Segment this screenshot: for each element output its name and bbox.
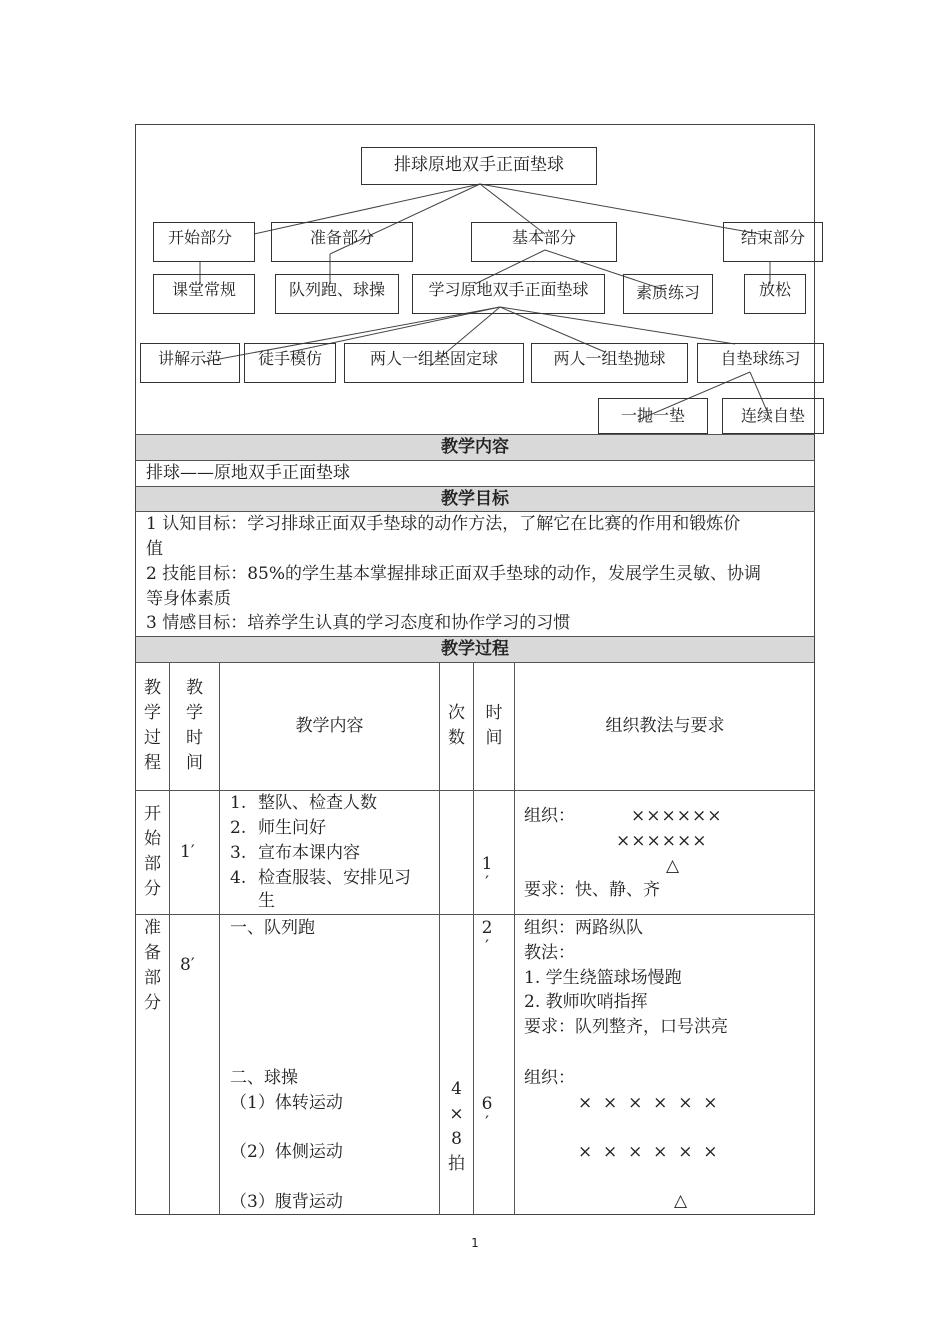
diagram-node-fitness: 素质练习	[623, 274, 713, 314]
content-heading: 教学内容	[136, 435, 814, 460]
start-time: 1 ′	[481, 854, 493, 893]
start-formation-row1: ××××××	[631, 806, 723, 826]
goal-skill-line2: 等身体素质	[146, 589, 231, 609]
diagram-node-relax: 放松	[744, 274, 806, 314]
prep-run-method: 教法：	[524, 943, 575, 963]
header-content: 教学内容	[295, 716, 364, 736]
diagram-node-toss-ball: 两人一组垫抛球	[531, 343, 688, 383]
prep-exercise-org: 组织：	[524, 1068, 575, 1088]
prep-duration: 8′	[180, 955, 195, 975]
header-duration: 教 学 时 间	[186, 678, 203, 773]
diagram-root-box: 排球原地双手正面垫球	[361, 147, 597, 185]
prep-run-time: 2 ′	[481, 918, 493, 957]
prep-run-title: 一、队列跑	[230, 918, 315, 938]
diagram-node-toss-pass: 一抛一垫	[598, 398, 708, 434]
start-requirement: 要求：快、静、齐	[524, 880, 660, 900]
diagram-node-prep: 准备部分	[271, 222, 413, 262]
goals-heading: 教学目标	[136, 487, 814, 511]
diagram-node-start: 开始部分	[153, 222, 255, 262]
goal-cognitive-line1: 1 认知目标：学习排球正面双手垫球的动作方法，了解它在比赛的作用和锻炼价	[146, 514, 741, 534]
goal-affective: 3 情感目标：培养学生认真的学习态度和协作学习的习惯	[146, 613, 571, 633]
header-time: 时 间	[485, 703, 503, 748]
page-number: 1	[471, 1236, 479, 1250]
header-phase: 教 学 过 程	[144, 678, 161, 773]
diagram-node-continuous: 连续自垫	[722, 398, 824, 434]
prep-exercise-2: （2）体侧运动	[230, 1142, 343, 1162]
header-count: 次 数	[448, 703, 465, 748]
diagram-node-basic: 基本部分	[471, 222, 617, 262]
header-organization: 组织教法与要求	[605, 716, 725, 736]
prep-exercise-row2: × × × × × ×	[578, 1142, 718, 1162]
prep-run-requirement: 要求：队列整齐，口号洪亮	[524, 1017, 728, 1037]
prep-phase: 准 备 部 分	[144, 918, 161, 1013]
start-teacher: △	[666, 856, 680, 876]
start-formation-row2: ××××××	[616, 831, 708, 851]
diagram-node-end: 结束部分	[723, 222, 823, 262]
start-duration: 1′	[180, 842, 195, 862]
prep-exercise-row1: × × × × × ×	[578, 1093, 718, 1113]
diagram-node-learn: 学习原地双手正面垫球	[412, 274, 605, 314]
prep-exercise-3: （3）腹背运动	[230, 1192, 343, 1212]
prep-run-method-1: 1. 学生绕篮球场慢跑	[524, 968, 682, 988]
goal-cognitive-line2: 值	[146, 539, 163, 559]
prep-run-method-2: 2. 教师吹哨指挥	[524, 992, 648, 1012]
diagram-node-imitate: 徒手模仿	[244, 343, 336, 383]
diagram-node-fixed-ball: 两人一组垫固定球	[344, 343, 524, 383]
prep-exercise-time: 6 ′	[481, 1094, 493, 1133]
diagram-node-self-pass: 自垫球练习	[697, 343, 824, 383]
diagram-node-routine: 课堂常规	[153, 274, 255, 314]
prep-run-org: 组织：两路纵队	[524, 918, 643, 938]
prep-exercise-title: 二、球操	[230, 1068, 298, 1088]
diagram-node-run-ball: 队列跑、球操	[275, 274, 399, 314]
prep-exercise-count: 4 × 8 拍	[448, 1079, 465, 1174]
process-heading: 教学过程	[136, 637, 814, 662]
prep-exercise-1: （1）体转运动	[230, 1093, 343, 1113]
prep-exercise-teacher: △	[674, 1191, 688, 1211]
content-text: 排球——原地双手正面垫球	[146, 463, 350, 483]
diagram-node-demo: 讲解示范	[140, 343, 240, 383]
start-org-label: 组织：	[524, 806, 575, 826]
goal-skill-line1: 2 技能目标：85%的学生基本掌握排球正面双手垫球的动作，发展学生灵敏、协调	[146, 564, 762, 584]
start-phase: 开 始 部 分	[144, 804, 161, 899]
